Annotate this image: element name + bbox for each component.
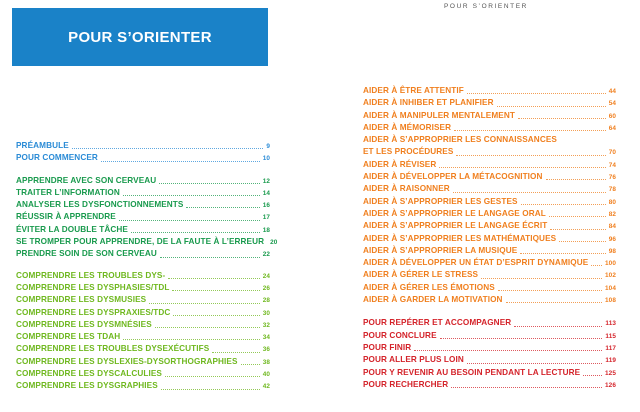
toc-dot-leader	[546, 178, 606, 180]
toc-entry-title: ÉVITER LA DOUBLE TÂCHE	[16, 224, 128, 234]
toc-dot-leader	[149, 302, 259, 304]
toc-entry[interactable]	[363, 233, 616, 245]
toc-entry-page: 80	[608, 198, 616, 206]
toc-entry[interactable]	[16, 356, 270, 368]
toc-entry[interactable]	[16, 248, 270, 260]
toc-group	[16, 270, 270, 393]
toc-entry-page: 113	[605, 320, 616, 328]
toc-entry-page: 36	[262, 346, 270, 354]
toc-dot-leader	[173, 314, 259, 316]
toc-entry-page: 28	[262, 297, 270, 305]
toc-dot-leader	[160, 256, 260, 258]
toc-dot-leader	[514, 325, 602, 327]
toc-entry[interactable]	[363, 367, 616, 379]
toc-group	[16, 140, 270, 165]
toc-entry[interactable]	[363, 110, 616, 122]
toc-entry-title: AIDER À S’APPROPRIER LE LANGAGE ORAL	[363, 208, 546, 218]
toc-dot-leader	[72, 147, 264, 149]
toc-entry-page: 74	[608, 161, 616, 169]
toc-entry-title: ANALYSER LES DYSFONCTIONNEMENTS	[16, 200, 184, 210]
toc-entry[interactable]	[363, 183, 616, 195]
toc-entry-page: 126	[605, 381, 616, 389]
toc-entry-title: COMPRENDRE LES DYSPRAXIES/TDC	[16, 307, 171, 317]
toc-dot-leader	[414, 349, 602, 351]
toc-group	[363, 85, 616, 306]
toc-dot-leader	[498, 289, 602, 291]
toc-right-column	[363, 85, 616, 391]
toc-entry[interactable]	[363, 208, 616, 220]
toc-entry-title: POUR Y REVENIR AU BESOIN PENDANT LA LECTURE	[363, 367, 581, 377]
section-header-banner	[12, 8, 268, 66]
toc-entry-page: 9	[266, 143, 270, 150]
toc-entry-page: 96	[608, 235, 616, 243]
toc-entry-title: COMPRENDRE LES DYSCALCULIES	[16, 369, 162, 379]
toc-entry-title: SE TROMPER POUR APPRENDRE, DE LA FAUTE À L’ERREUR	[16, 237, 265, 247]
toc-entry-title: AIDER À MANIPULER MENTALEMENT	[363, 110, 515, 120]
toc-entry[interactable]	[363, 146, 616, 158]
toc-dot-leader	[440, 337, 603, 339]
toc-entry-page: 44	[608, 88, 616, 95]
toc-entry[interactable]	[16, 368, 270, 380]
toc-entry[interactable]	[16, 224, 270, 236]
toc-dot-leader	[521, 203, 606, 205]
toc-entry-page: 32	[262, 321, 270, 329]
toc-entry[interactable]	[16, 282, 270, 294]
toc-entry[interactable]	[363, 294, 616, 306]
toc-entry-page: 34	[262, 334, 270, 342]
toc-entry-title: AIDER À GÉRER LE STRESS	[363, 270, 479, 280]
toc-entry-page: 26	[262, 284, 270, 292]
toc-entry-page: 78	[608, 186, 616, 194]
toc-entry[interactable]	[363, 317, 616, 329]
toc-entry-page: 82	[608, 210, 616, 218]
toc-entry-page: 14	[262, 189, 270, 197]
toc-entry-page: 60	[608, 112, 616, 120]
toc-entry[interactable]	[16, 294, 270, 306]
toc-dot-leader	[212, 351, 259, 353]
toc-entry[interactable]	[16, 270, 270, 282]
toc-dot-leader	[506, 301, 602, 303]
toc-entry[interactable]	[16, 175, 270, 187]
toc-entry[interactable]	[16, 380, 270, 392]
toc-dot-leader	[467, 362, 603, 364]
toc-entry-page: 18	[262, 226, 270, 234]
toc-dot-leader	[119, 219, 260, 221]
toc-left-column	[16, 140, 278, 393]
toc-dot-leader	[583, 374, 602, 376]
toc-entry-page: 17	[262, 214, 270, 222]
toc-entry-title: AIDER À S’APPROPRIER LES GESTES	[363, 196, 518, 206]
toc-entry-page: 102	[605, 272, 616, 280]
toc-entry[interactable]	[363, 122, 616, 134]
toc-entry-title: POUR CONCLURE	[363, 330, 437, 340]
toc-entry-title: POUR FINIR	[363, 342, 412, 352]
toc-entry[interactable]	[363, 379, 616, 391]
toc-dot-leader	[454, 129, 606, 131]
toc-entry-title: COMPRENDRE LES DYSMNÉSIES	[16, 319, 152, 329]
toc-entry[interactable]	[16, 140, 270, 152]
toc-dot-leader	[101, 160, 260, 162]
toc-entry-page: 54	[608, 100, 616, 108]
toc-entry-title: AIDER À GARDER LA MOTIVATION	[363, 295, 503, 305]
toc-entry[interactable]	[363, 85, 616, 97]
toc-entry-title: COMPRENDRE LES DYSLEXIES-DYSORTHOGRAPHIES	[16, 356, 238, 366]
toc-dot-leader	[123, 338, 259, 340]
toc-entry[interactable]	[363, 330, 616, 342]
toc-dot-leader	[453, 191, 606, 193]
toc-entry-page: 40	[262, 371, 270, 379]
toc-dot-leader	[497, 105, 606, 107]
toc-entry-title: COMPRENDRE LES DYSPHASIES/TDL	[16, 282, 170, 292]
toc-entry-title: APPRENDRE AVEC SON CERVEAU	[16, 175, 157, 185]
toc-entry-page: 104	[605, 284, 616, 292]
toc-entry[interactable]	[363, 342, 616, 354]
toc-entry-page: 38	[262, 358, 270, 366]
toc-entry-page: 30	[262, 309, 270, 317]
toc-entry-title: AIDER À RÉVISER	[363, 159, 437, 169]
toc-entry[interactable]	[363, 134, 616, 146]
toc-entry-title: COMPRENDRE LES DYSMUSIES	[16, 295, 147, 305]
toc-entry-title: AIDER À S’APPROPRIER LA MUSIQUE	[363, 245, 518, 255]
toc-dot-leader	[161, 388, 260, 390]
toc-entry-title: AIDER À DÉVELOPPER LA MÉTACOGNITION	[363, 172, 543, 182]
toc-entry[interactable]	[363, 159, 616, 171]
toc-dot-leader	[241, 363, 260, 365]
toc-entry-page: 108	[605, 297, 616, 305]
toc-entry[interactable]	[16, 199, 270, 211]
toc-group	[16, 175, 278, 261]
toc-entry-title: COMPRENDRE LES TDAH	[16, 332, 121, 342]
toc-entry-title: AIDER À DÉVELOPPER UN ÉTAT D’ESPRIT DYNAMIQUE	[363, 258, 589, 268]
toc-entry[interactable]	[16, 211, 270, 223]
toc-entry-title: POUR COMMENCER	[16, 153, 98, 163]
toc-entry-page: 16	[262, 202, 270, 210]
toc-entry[interactable]	[363, 269, 616, 281]
toc-dot-leader	[131, 231, 260, 233]
toc-entry[interactable]	[16, 343, 270, 355]
toc-entry-title: AIDER À S’APPROPRIER LES MATHÉMATIQUES	[363, 233, 557, 243]
toc-entry-title: PRÉAMBULE	[16, 141, 69, 150]
toc-dot-leader	[518, 117, 606, 119]
toc-entry-page: 64	[608, 124, 616, 132]
toc-entry[interactable]	[16, 319, 270, 331]
toc-entry-title: AIDER À GÉRER LES ÉMOTIONS	[363, 282, 495, 292]
toc-entry-title: POUR REPÉRER ET ACCOMPAGNER	[363, 318, 512, 328]
toc-entry[interactable]	[16, 236, 278, 248]
toc-entry-page: 125	[605, 369, 616, 377]
toc-dot-leader	[520, 252, 605, 254]
toc-dot-leader	[559, 240, 606, 242]
toc-entry[interactable]	[16, 307, 270, 319]
toc-dot-leader	[451, 386, 602, 388]
toc-entry-title: AIDER À MÉMORISER	[363, 122, 452, 132]
toc-entry-title: TRAITER L’INFORMATION	[16, 187, 120, 197]
toc-entry-title: COMPRENDRE LES DYSGRAPHIES	[16, 381, 158, 391]
toc-entry[interactable]	[363, 97, 616, 109]
toc-entry-page: 100	[605, 260, 616, 268]
toc-entry-title: COMPRENDRE LES TROUBLES DYS-	[16, 270, 166, 280]
toc-dot-leader	[159, 182, 259, 184]
toc-entry-page: 20	[270, 239, 278, 247]
toc-dot-leader	[155, 326, 260, 328]
toc-entry-page: 22	[262, 251, 270, 259]
toc-dot-leader	[591, 264, 602, 266]
toc-dot-leader	[186, 206, 259, 208]
toc-entry[interactable]	[363, 171, 616, 183]
toc-entry-title: AIDER À S’APPROPRIER LES CONNAISSANCES	[363, 135, 557, 145]
toc-entry[interactable]	[363, 282, 616, 294]
toc-entry[interactable]	[16, 152, 270, 164]
toc-entry-title: RÉUSSIR À APPRENDRE	[16, 212, 116, 222]
toc-entry-title: POUR ALLER PLUS LOIN	[363, 355, 464, 365]
toc-dot-leader	[456, 154, 605, 156]
toc-entry[interactable]	[363, 245, 616, 257]
toc-entry-page: 42	[262, 383, 270, 391]
toc-dot-leader	[165, 375, 260, 377]
toc-entry-title: AIDER À RAISONNER	[363, 184, 450, 194]
toc-entry-page: 12	[262, 177, 270, 185]
toc-entry-page: 115	[605, 332, 616, 340]
toc-entry-page: 70	[608, 149, 616, 157]
toc-entry-page: 76	[608, 174, 616, 182]
toc-entry[interactable]	[363, 354, 616, 366]
toc-entry[interactable]	[16, 187, 270, 199]
toc-entry[interactable]	[16, 331, 270, 343]
toc-entry-page: 84	[608, 223, 616, 231]
toc-entry-title: ET LES PROCÉDURES	[363, 147, 454, 157]
toc-dot-leader	[168, 277, 259, 279]
toc-group	[363, 317, 616, 391]
toc-entry-page: 98	[608, 247, 616, 255]
toc-entry-page: 119	[605, 357, 616, 365]
toc-entry-title: AIDER À ÊTRE ATTENTIF	[363, 86, 464, 95]
toc-entry-title: AIDER À INHIBER ET PLANIFIER	[363, 98, 494, 108]
toc-dot-leader	[172, 289, 259, 291]
toc-entry[interactable]	[363, 257, 616, 269]
toc-entry-title: COMPRENDRE LES TROUBLES DYSEXÉCUTIFS	[16, 344, 210, 354]
toc-entry-page: 24	[262, 272, 270, 280]
toc-dot-leader	[467, 92, 606, 94]
toc-dot-leader	[123, 194, 260, 196]
toc-dot-leader	[549, 215, 606, 217]
toc-entry[interactable]	[363, 220, 616, 232]
toc-dot-leader	[439, 166, 605, 168]
toc-entry-title: PRENDRE SOIN DE SON CERVEAU	[16, 249, 157, 259]
toc-entry-title: POUR RECHERCHER	[363, 379, 449, 389]
toc-dot-leader	[550, 228, 605, 230]
toc-entry-page: 10	[262, 155, 270, 163]
toc-entry-page: 117	[605, 344, 616, 352]
toc-entry-title: AIDER À S’APPROPRIER LE LANGAGE ÉCRIT	[363, 221, 548, 231]
section-header-title: POUR S’ORIENTER	[68, 28, 212, 46]
toc-dot-leader	[481, 277, 602, 279]
toc-entry[interactable]	[363, 196, 616, 208]
running-head: POUR S’ORIENTER	[444, 3, 528, 10]
